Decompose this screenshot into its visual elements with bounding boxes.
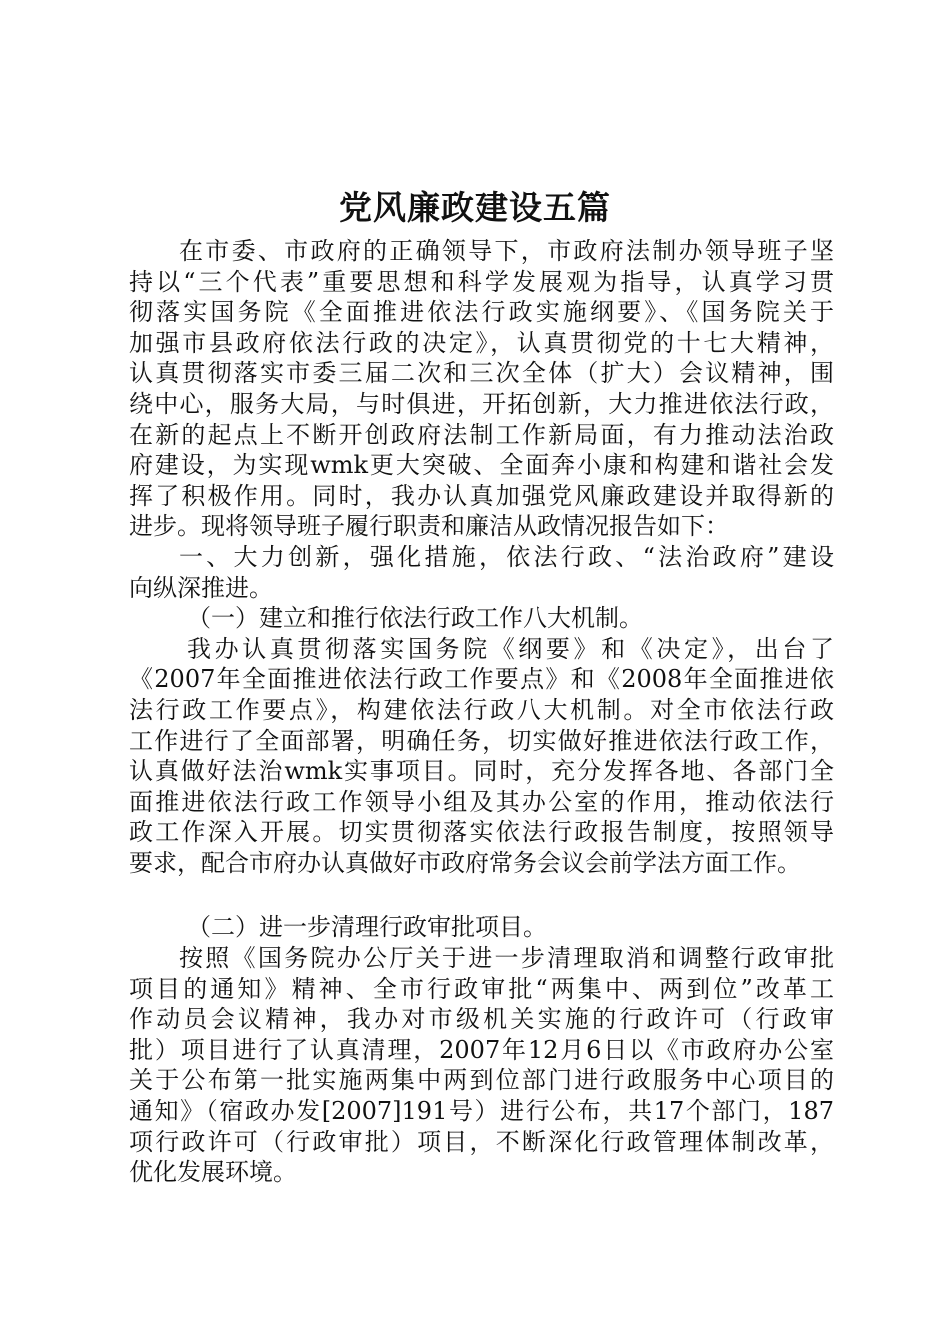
text-line: （二）进一步清理行政审批项目。: [187, 913, 547, 942]
text-line: 认真做好法治wmk实事项目。同时，充分发挥各地、各部门全: [129, 757, 834, 786]
text-line: 按照《国务院办公厅关于进一步清理取消和调整行政审批: [179, 944, 834, 973]
text-line: 在新的起点上不断开创政府法制工作新局面，有力推动法治政: [129, 420, 834, 449]
document-title: 党风廉政建设五篇: [339, 188, 611, 227]
paragraph-intro: [129, 236, 834, 542]
text-line: 项行政许可（行政审批）项目，不断深化行政管理体制改革，: [129, 1127, 834, 1156]
text-line: 《2007年全面推进依法行政工作要点》和《2008年全面推进依: [129, 665, 834, 694]
text-line: 我办认真贯彻落实国务院《纲要》和《决定》，出台了: [187, 634, 834, 663]
text-line: 要求，配合市府办认真做好市政府常务会议会前学法方面工作。: [129, 848, 801, 877]
text-line: 向纵深推进。: [129, 573, 273, 602]
text-line: 府建设，为实现wmk更大突破、全面奔小康和构建和谐社会发: [129, 451, 834, 480]
text-line: 作动员会议精神，我办对市级机关实施的行政许可（行政审: [129, 1005, 834, 1034]
text-line: 关于公布第一批实施两集中两到位部门进行政服务中心项目的: [129, 1066, 834, 1095]
text-line: 政工作深入开展。切实贯彻落实依法行政报告制度，按照领导: [129, 818, 834, 847]
text-line: 彻落实国务院《全面推进依法行政实施纲要》、《国务院关于: [129, 298, 834, 327]
text-line: 项目的通知》精神、全市行政审批“两集中、两到位”改革工: [129, 974, 834, 1003]
subsection-heading-1: [129, 603, 834, 634]
subsection-heading-2: [129, 912, 834, 943]
document-body: [129, 236, 834, 1188]
text-line: （一）建立和推行依法行政工作八大机制。: [187, 604, 643, 633]
text-line: 工作进行了全面部署，明确任务，切实做好推进依法行政工作，: [129, 726, 834, 755]
paragraph-approval: [129, 943, 834, 1188]
text-line: 绕中心，服务大局，与时俱进，开拓创新，大力推进依法行政，: [129, 389, 834, 418]
text-line: 优化发展环境。: [129, 1158, 297, 1187]
paragraph-gap: [129, 878, 834, 912]
text-line: 持以“三个代表”重要思想和科学发展观为指导，认真学习贯: [129, 267, 834, 296]
text-line: 在市委、市政府的正确领导下，市政府法制办领导班子坚: [179, 237, 834, 265]
text-line: 认真贯彻落实市委三届二次和三次全体（扩大）会议精神，围: [129, 359, 834, 388]
text-line: 加强市县政府依法行政的决定》，认真贯彻党的十七大精神，: [129, 328, 834, 357]
text-line: 一、大力创新，强化措施，依法行政、“法治政府”建设: [179, 542, 834, 571]
text-line: 面推进依法行政工作领导小组及其办公室的作用，推动依法行: [129, 787, 834, 816]
text-line: 进步。现将领导班子履行职责和廉洁从政情况报告如下：: [129, 512, 729, 541]
text-line: 通知》（宿政办发[2007]191号）进行公布，共17个部门，187: [129, 1097, 834, 1126]
text-line: 法行政工作要点》，构建依法行政八大机制。对全市依法行政: [129, 695, 834, 724]
section-heading-1: [129, 542, 834, 603]
text-line: 批）项目进行了认真清理，2007年12月6日以《市政府办公室: [129, 1035, 834, 1064]
paragraph-mechanisms: [129, 634, 834, 879]
text-line: 挥了积极作用。同时，我办认真加强党风廉政建设并取得新的: [129, 481, 834, 510]
